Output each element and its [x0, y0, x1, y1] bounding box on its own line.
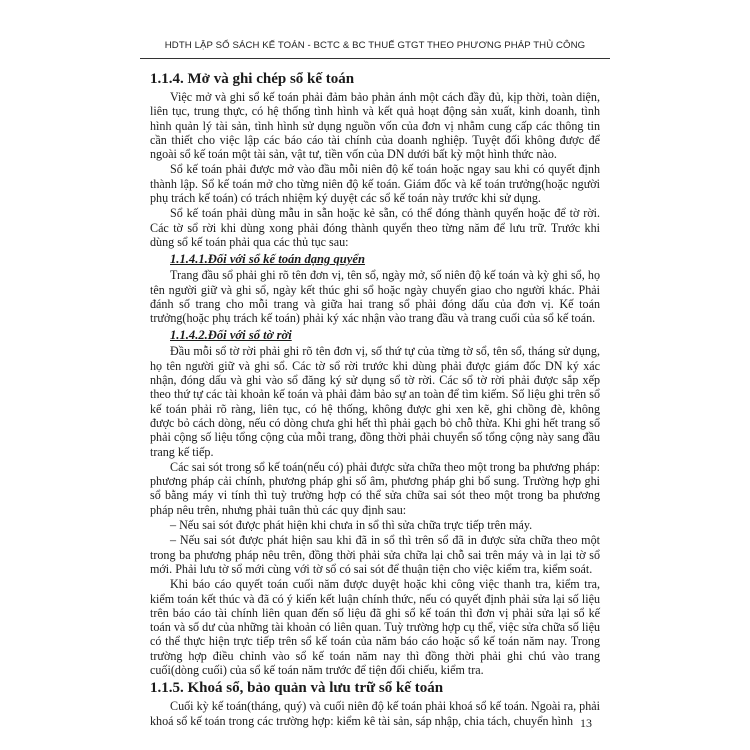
section-heading-1-1-5: 1.1.5. Khoá sổ, bảo quản và lưu trữ sổ kế toán [150, 680, 444, 697]
paragraph: Việc mở và ghi sổ kế toán phải đảm bảo phản ánh một cách đầy đủ, kịp thời, toàn diện, liên tục, trung thực, có hệ thống tình hình và kết quả hoạt động sản xuất, kinh doanh, tình hình quản lý tài sản, tình hình sử dụng nguồn vốn của đơn vị nhằm cung cấp các thông tin cần thiết cho việc lập các báo cáo tài chính của doanh nghiệp. Tuyệt đối không được để ngoài sổ kế toán một tài sản, vật tư, tiền vốn của DN dưới bất kỳ một hình thức nào. [150, 90, 600, 162]
paragraph: Trang đầu sổ phải ghi rõ tên đơn vị, tên sổ, ngày mở, số niên độ kế toán và kỳ ghi sổ, họ tên người giữ và ghi sổ, ngày kết thúc ghi sổ hoặc ngày chuyển giao cho người khác. Phải đánh số trang cho mỗi trang và giữa hai trang sổ phải đóng dấu của đơn vị. Kế toán trưởng(hoặc phụ trách kế toán) phải ký xác nhận vào trang đầu và trang cuối của sổ kế toán. [150, 268, 600, 326]
paragraph: Khi báo cáo quyết toán cuối năm được duyệt hoặc khi công việc thanh tra, kiểm tra, kiểm toán kết thúc và đã có ý kiến kết luận chính thức, nếu có quyết định phải sửa lại số liệu trên báo cáo tài chính liên quan đến số liệu đã ghi sổ kế toán thì đơn vị phải sửa lại sổ kế toán và số dư của những tài khoản có liên quan. Tuỳ trường hợp cụ thể, việc sửa chữa số liệu có thể thực hiện trực tiếp trên sổ kế toán của năm báo cáo hoặc sổ kế toán năm nay. Trong trường hợp điều chỉnh vào sổ kế toán năm nay thì đồng thời phải ghi chú vào trang cuối(dòng cuối) của sổ kế toán năm trước để tiện đối chiếu, kiểm tra. [150, 577, 600, 677]
paragraph: Sổ kế toán phải được mở vào đầu mỗi niên độ kế toán hoặc ngay sau khi có quyết định thành lập. Sổ kế toán mở cho từng niên độ kế toán. Giám đốc và kế toán trưởng(hoặc người phụ trách kế toán) có trách nhiệm ký duyệt các sổ kế toán này trước khi sử dụng. [150, 162, 600, 206]
section-heading-1-1-4: 1.1.4. Mở và ghi chép sổ kế toán [150, 71, 355, 87]
subsection-heading-1-1-4-1 [170, 251, 600, 267]
subsection-heading-1-1-4-2 [170, 327, 600, 343]
bullet-paragraph: – Nếu sai sót được phát hiện sau khi đã in sổ thì trên sổ đã in được sửa chữa theo một trong ba phương pháp nêu trên, đồng thời phải sửa chữa lại chỗ sai trên máy và in lại tờ sổ mới. Phải lưu tờ sổ mới cùng với tờ sổ có sai sót để thuận tiện cho việc kiểm tra, kiểm soát. [150, 533, 600, 576]
page-content [150, 68, 600, 729]
subsection-heading-text: 1.1.4.1.Đối với sổ kế toán dạng quyển [170, 252, 365, 267]
paragraph: Sổ kế toán phải dùng mẫu in sẵn hoặc kẻ sẵn, có thể đóng thành quyển hoặc để tờ rời. Các tờ sổ rời khi dùng xong phải đóng thành quyển theo từng năm để lưu trữ. Trước khi dùng sổ kế toán phải qua các thủ tục sau: [150, 206, 600, 249]
page-number: 13 [580, 716, 592, 730]
subsection-heading-text: 1.1.4.2.Đối với sổ tờ rời [170, 328, 292, 343]
paragraph: Các sai sót trong sổ kế toán(nếu có) phải được sửa chữa theo một trong ba phương pháp: phương pháp cải chính, phương pháp ghi số âm, phương pháp ghi bổ sung. Trường hợp ghi sổ bằng máy vi tính thì tuỳ trường hợp có thể sửa chữa sai sót theo một trong ba phương pháp nêu trên, nhưng phải tuân thủ các quy định sau: [150, 459, 600, 517]
paragraph: Cuối kỳ kế toán(tháng, quý) và cuối niên độ kế toán phải khoá sổ kế toán. Ngoài ra, phải khoá sổ kế toán trong các trường hợp: kiểm kê tài sản, sáp nhập, chia tách, chuyển hình [150, 699, 600, 728]
header-rule [140, 58, 610, 59]
bullet-paragraph: – Nếu sai sót được phát hiện khi chưa in sổ thì sửa chữa trực tiếp trên máy. [170, 518, 533, 533]
running-header: HDTH LẬP SỔ SÁCH KẾ TOÁN - BCTC & BC THUẾ GTGT THEO PHƯƠNG PHÁP THỦ CÔNG [164, 40, 586, 51]
paragraph: Đầu mỗi sổ tờ rời phải ghi rõ tên đơn vị, số thứ tự của từng tờ sổ, tên sổ, tháng sử dụng, họ tên người giữ và ghi sổ. Các tờ sổ rời trước khi dùng phải được giám đốc DN ký xác nhận, đóng dấu và ghi vào sổ đăng ký sử dụng sổ tờ rời. Các sổ tờ rời phải được sắp xếp theo thứ tự các tài khoản kế toán và phải đảm bảo sự an toàn để tìm kiếm. Số liệu ghi trên sổ kế toán phải rõ ràng, liên tục, có hệ thống, không được ghi xen kẽ, ghi chồng đè, không được bỏ cách dòng, nếu có dòng chưa ghi hết thì phải gạch bỏ chỗ thừa. Khi ghi hết trang sổ phải cộng số liệu tổng cộng của mỗi trang, đồng thời phải chuyển số tổng cộng này sang đầu trang kế tiếp. [150, 344, 600, 459]
